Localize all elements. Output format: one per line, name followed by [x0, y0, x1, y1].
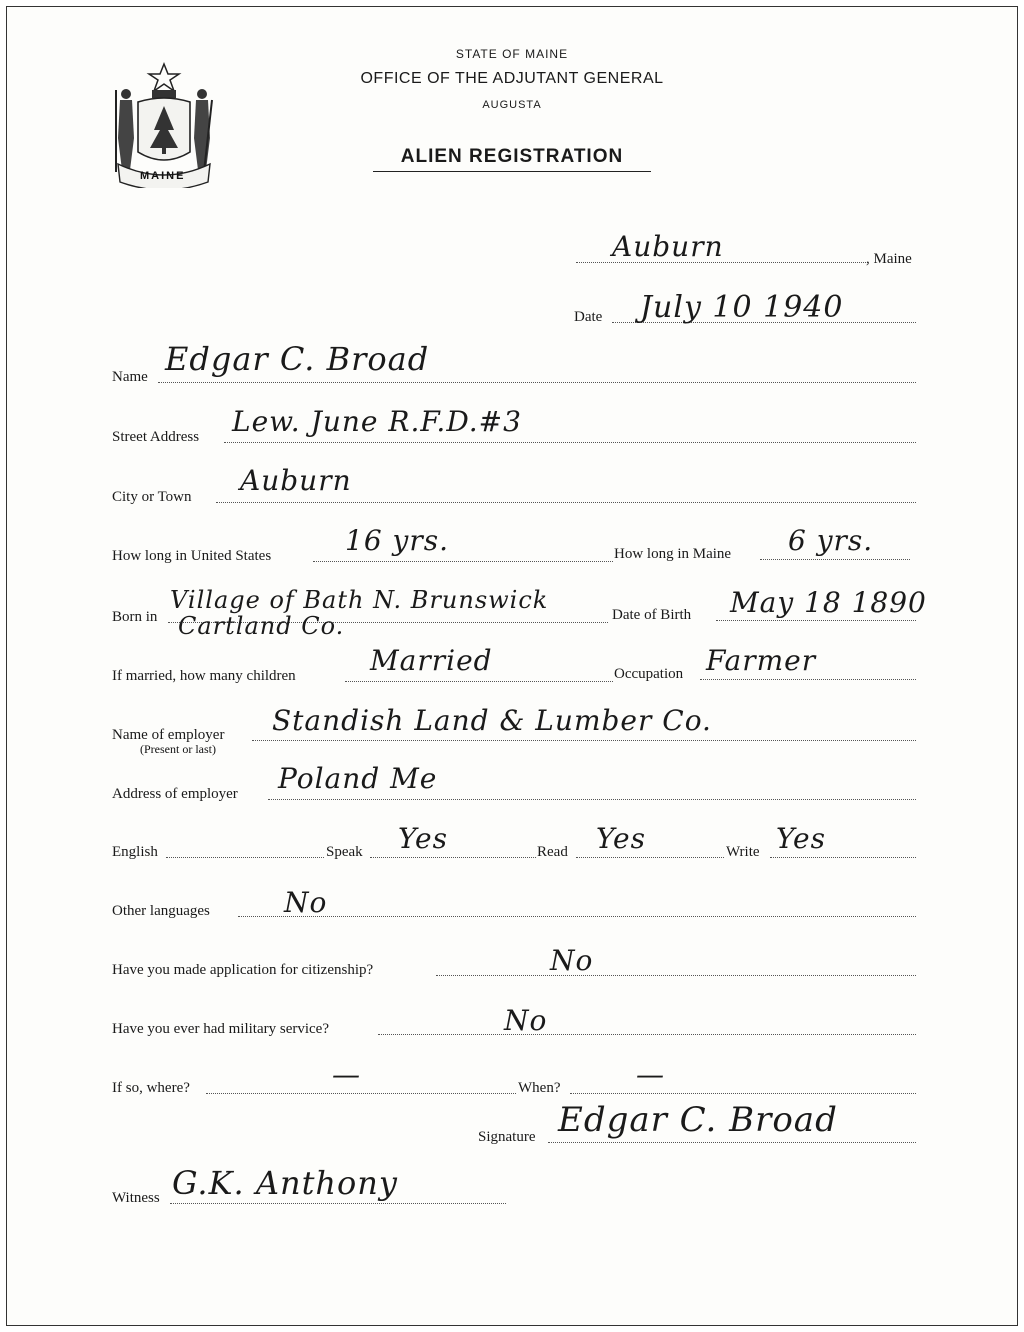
street-address-entry: Lew. June R.F.D.#3 [232, 405, 522, 438]
other-languages-label: Other languages [112, 903, 210, 919]
english-label: English [112, 844, 158, 860]
occupation-entry: Farmer [706, 644, 817, 677]
military-label: Have you ever had military service? [112, 1021, 329, 1037]
citizenship-label: Have you made application for citizenship? [112, 962, 374, 978]
when-label: When? [518, 1080, 561, 1096]
employer-address-label: Address of employer [112, 786, 238, 802]
employer-line [252, 740, 916, 741]
employer-address-entry: Poland Me [278, 762, 438, 795]
city-heading: AUGUSTA [482, 99, 542, 111]
date-of-birth-entry: May 18 1890 [730, 586, 927, 619]
when-line [570, 1093, 916, 1094]
signature-label: Signature [478, 1129, 536, 1145]
write-line [770, 857, 916, 858]
speak-entry: Yes [398, 822, 448, 855]
speak-label: Speak [326, 844, 363, 860]
signature-entry: Edgar C. Broad [558, 1100, 838, 1140]
occupation-label: Occupation [614, 666, 684, 682]
how-long-maine-line [760, 559, 910, 560]
office-heading: OFFICE OF THE ADJUTANT GENERAL [360, 70, 664, 87]
maine-label: , Maine [866, 251, 912, 267]
name-line [158, 382, 916, 383]
write-entry: Yes [776, 822, 826, 855]
write-label: Write [726, 844, 760, 860]
date-label: Date [574, 309, 603, 325]
city-label: City or Town [112, 489, 192, 505]
how-long-maine-entry: 6 yrs. [788, 524, 874, 557]
present-or-last-label: (Present or last) [140, 742, 216, 756]
date-of-birth-line [716, 620, 916, 621]
other-languages-line [238, 916, 916, 917]
born-in-entry: Village of Bath N. Brunswick [170, 586, 549, 614]
date-of-birth-label: Date of Birth [612, 607, 692, 623]
other-languages-entry: No [284, 886, 328, 919]
read-label: Read [537, 844, 568, 860]
form-title: ALIEN REGISTRATION [400, 146, 624, 167]
where-line [206, 1093, 516, 1094]
how-long-us-entry: 16 yrs. [345, 524, 450, 557]
title-underline [373, 171, 651, 172]
how-long-us-line [313, 561, 613, 562]
registration-form [6, 6, 1018, 1326]
employer-label: Name of employer [112, 727, 225, 743]
street-address-line [224, 442, 916, 443]
if-married-entry: Married [370, 644, 493, 677]
born-in-label: Born in [112, 609, 158, 625]
how-long-maine-label: How long in Maine [614, 546, 732, 562]
state-heading: STATE OF MAINE [455, 47, 569, 61]
witness-line [170, 1203, 506, 1204]
speak-line [370, 857, 536, 858]
read-line [576, 857, 724, 858]
if-married-label: If married, how many children [112, 668, 296, 684]
city-entry: Auburn [240, 464, 352, 497]
city-line [216, 502, 916, 503]
occupation-line [700, 679, 916, 680]
name-label: Name [112, 369, 148, 385]
date-entry: July 10 1940 [640, 290, 844, 325]
citizenship-line [436, 975, 916, 976]
town-entry: Auburn [612, 230, 724, 263]
seal-text: MAINE [140, 170, 186, 182]
street-address-label: Street Address [112, 429, 200, 445]
name-entry: Edgar C. Broad [165, 340, 430, 378]
employer-entry: Standish Land & Lumber Co. [272, 704, 712, 737]
if-married-line [345, 681, 613, 682]
military-line [378, 1034, 916, 1035]
born-in-entry-county: Cartland Co. [178, 612, 345, 640]
english-line [166, 857, 324, 858]
citizenship-entry: No [550, 944, 594, 977]
read-entry: Yes [596, 822, 646, 855]
if-so-where-label: If so, where? [112, 1080, 190, 1096]
employer-address-line [268, 799, 916, 800]
how-long-us-label: How long in United States [112, 548, 272, 564]
where-entry: — [332, 1058, 361, 1091]
when-entry: — [636, 1058, 665, 1091]
military-entry: No [504, 1004, 548, 1037]
signature-line [548, 1142, 916, 1143]
witness-label: Witness [112, 1190, 160, 1206]
witness-entry: G.K. Anthony [172, 1164, 398, 1202]
